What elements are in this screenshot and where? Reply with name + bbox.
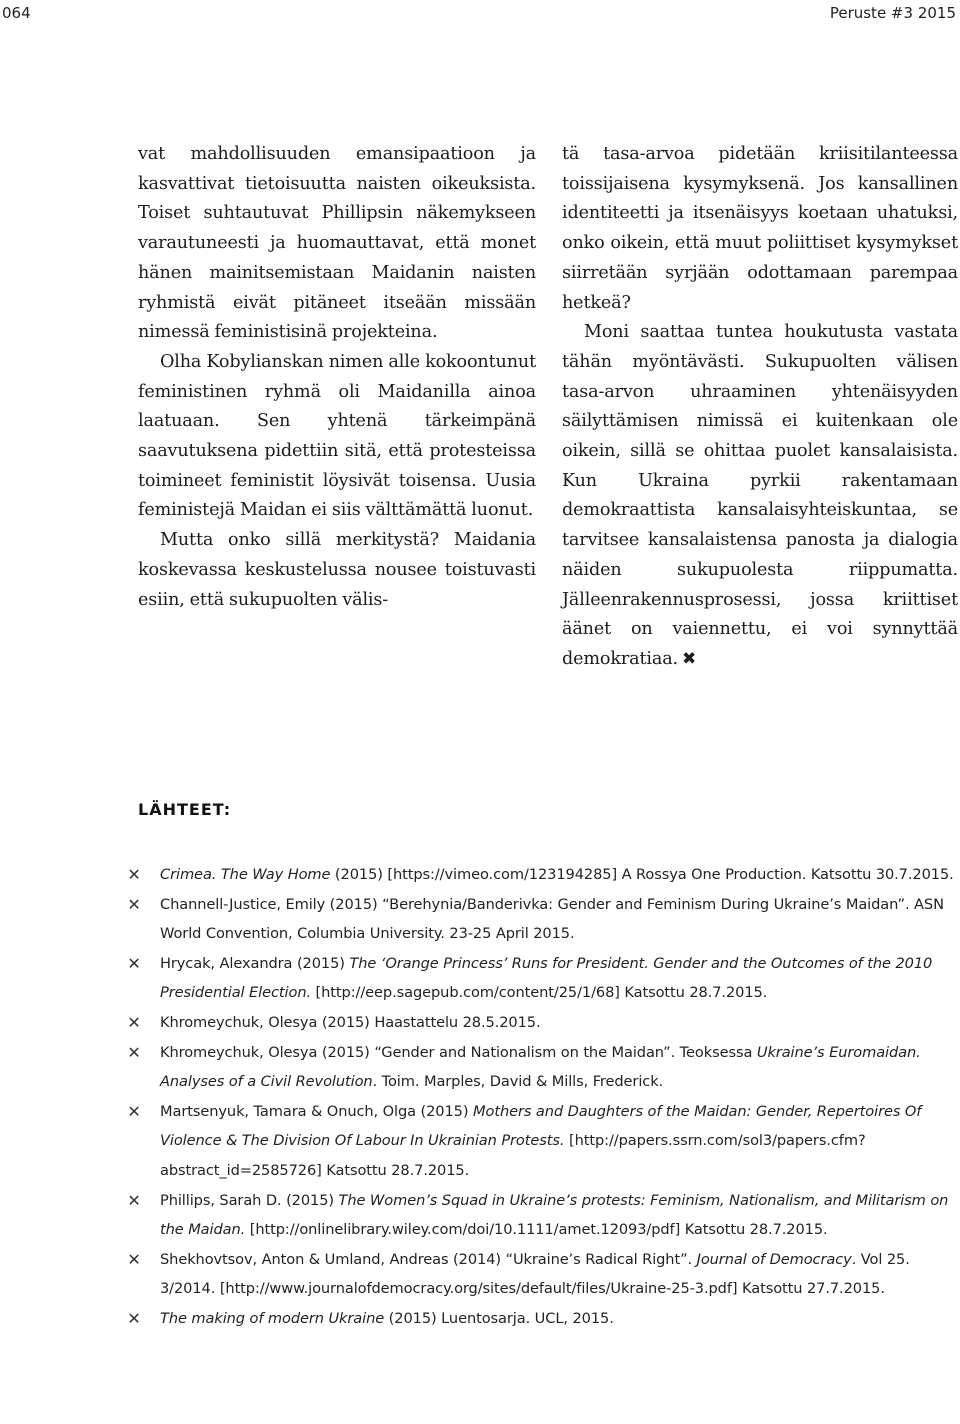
source-text: (2015) [https://vimeo.com/123194285] A Rossya One Production. Katsottu 30.7.2015. <box>330 866 954 883</box>
source-item <box>124 1186 954 1245</box>
cross-bullet-icon: ✕ <box>127 953 141 973</box>
sources-list <box>124 860 954 1334</box>
source-item <box>124 890 954 949</box>
source-text: . Vol 25. 3/2014. [http://www.journalofdemocracy.org/sites/default/files/Ukraine-25-3.pdf] Katsottu 27.7.2015. <box>160 1250 910 1298</box>
source-item <box>124 1097 954 1186</box>
page-header <box>0 0 960 30</box>
source-item <box>124 1245 954 1304</box>
page-number: 064 <box>2 4 31 22</box>
source-title: The Women’s Squad in Ukraine’s protests: Feminism, Nationalism, and Militarism on the Maidan. <box>160 1191 949 1239</box>
source-text: . Toim. Marples, David & Mills, Frederick. <box>372 1073 664 1091</box>
source-title: Journal of Democracy <box>696 1250 852 1268</box>
source-text: Hrycak, Alexandra (2015) <box>160 954 350 972</box>
source-title: Crimea. The Way Home <box>160 866 331 883</box>
source-text: Shekhovtsov, Anton & Umland, Andreas (2014) “Ukraine’s Radical Right”. <box>160 1250 697 1268</box>
cross-bullet-icon: ✕ <box>127 1190 141 1210</box>
source-item <box>124 1008 954 1038</box>
source-title: The making of modern Ukraine <box>160 1309 385 1327</box>
article-column-left <box>138 140 536 615</box>
source-text: Phillips, Sarah D. (2015) <box>160 1191 339 1209</box>
source-text: Channell-Justice, Emily (2015) “Berehynia/Banderivka: Gender and Feminism During Ukraine’s Maidan”. ASN World Convention, Columbia University. 23-25 April 2015. <box>160 895 944 943</box>
cross-bullet-icon: ✕ <box>127 1012 141 1032</box>
source-text: [http://onlinelibrary.wiley.com/doi/10.1111/amet.12093/pdf] Katsottu 28.7.2015. <box>245 1221 828 1239</box>
source-text: [http://papers.ssrn.com/sol3/papers.cfm?abstract_id=2585726] Katsottu 28.7.2015. <box>160 1132 866 1179</box>
paragraph: tä tasa-arvoa pidetään kriisitilanteessa toissijaisena kysymyksenä. Jos kansallinen identiteetti ja itsenäisyys koetaan uhatuksi, onko oikein, että muut poliittiset kysymykset siirretään syrjään odottamaan parempaa hetkeä? <box>562 144 958 313</box>
source-text: Khromeychuk, Olesya (2015) “Gender and Nationalism on the Maidan”. Teoksessa <box>160 1043 757 1061</box>
source-text: [http://eep.sagepub.com/content/25/1/68] Katsottu 28.7.2015. <box>311 984 768 1002</box>
end-mark-icon: ✖ <box>681 648 697 669</box>
cross-bullet-icon: ✕ <box>127 1249 141 1269</box>
source-title: Mothers and Daughters of the Maidan: Gender, Repertoires Of Violence & The Division Of Labour In Ukrainian Protests. <box>160 1102 922 1150</box>
source-text: Martsenyuk, Tamara & Onuch, Olga (2015) <box>160 1102 473 1120</box>
cross-bullet-icon: ✕ <box>127 1101 141 1121</box>
source-item <box>124 1304 954 1334</box>
cross-bullet-icon: ✕ <box>127 1042 141 1062</box>
source-title: Ukraine’s Euromaidan. Analyses of a Civil Revolution <box>160 1043 921 1091</box>
paragraph <box>562 318 958 674</box>
cross-bullet-icon: ✕ <box>127 894 141 914</box>
paragraph: Mutta onko sillä merkitystä? Maidania koskevassa keskustelussa nousee toistuvasti esiin, että sukupuolten välis- <box>138 530 536 610</box>
paragraph: Olha Kobylianskan nimen alle kokoontunut feministinen ryhmä oli Maidanilla ainoa laatuaan. Sen yhtenä tärkeimpänä saavutuksena pidettiin sitä, että protesteissa toimineet feministit löysivät toisensa. Uusia feministejä Maidan ei siis välttämättä luonut. <box>138 351 536 521</box>
source-item <box>124 949 954 1008</box>
paragraph-text: Moni saattaa tuntea houkutusta vastata tähän myöntävästi. Sukupuolten välisen tasa-arvon uhraaminen yhtenäisyyden säilyttämisen nimissä ei kuitenkaan ole oikein, sillä se ohittaa puolet kansalaisista. Kun Ukraina pyrkii rakentamaan demokraattista kansalaisyhteiskuntaa, se tarvitsee kansalaistensa panosta ja dialogia näiden sukupuolesta riippumatta. Jälleenrakennusprosessi, jossa kriittiset äänet on vaiennettu, ei voi synnyttää demokratiaa. <box>562 322 958 669</box>
source-item <box>124 1038 954 1097</box>
article-column-right <box>562 140 958 675</box>
cross-bullet-icon: ✕ <box>127 1308 141 1328</box>
source-text: (2015) Luentosarja. UCL, 2015. <box>384 1309 614 1327</box>
paragraph: vat mahdollisuuden emansipaatioon ja kasvattivat tietoisuutta naisten oikeuksista. Toiset suhtautuvat Phillipsin näkemykseen varautuneesti ja huomauttavat, että monet hänen mainitsemistaan Maidanin naisten ryhmistä eivät pitäneet itseään missään nimessä feministisinä projekteina. <box>138 144 536 343</box>
sources-heading: LÄHTEET: <box>138 800 232 819</box>
source-title: The ‘Orange Princess’ Runs for President. Gender and the Outcomes of the 2010 Presidential Election. <box>160 954 933 1002</box>
source-item <box>124 860 954 890</box>
source-text: Khromeychuk, Olesya (2015) Haastattelu 28.5.2015. <box>160 1013 541 1031</box>
cross-bullet-icon: ✕ <box>127 865 141 884</box>
journal-name: Peruste #3 2015 <box>829 4 956 22</box>
